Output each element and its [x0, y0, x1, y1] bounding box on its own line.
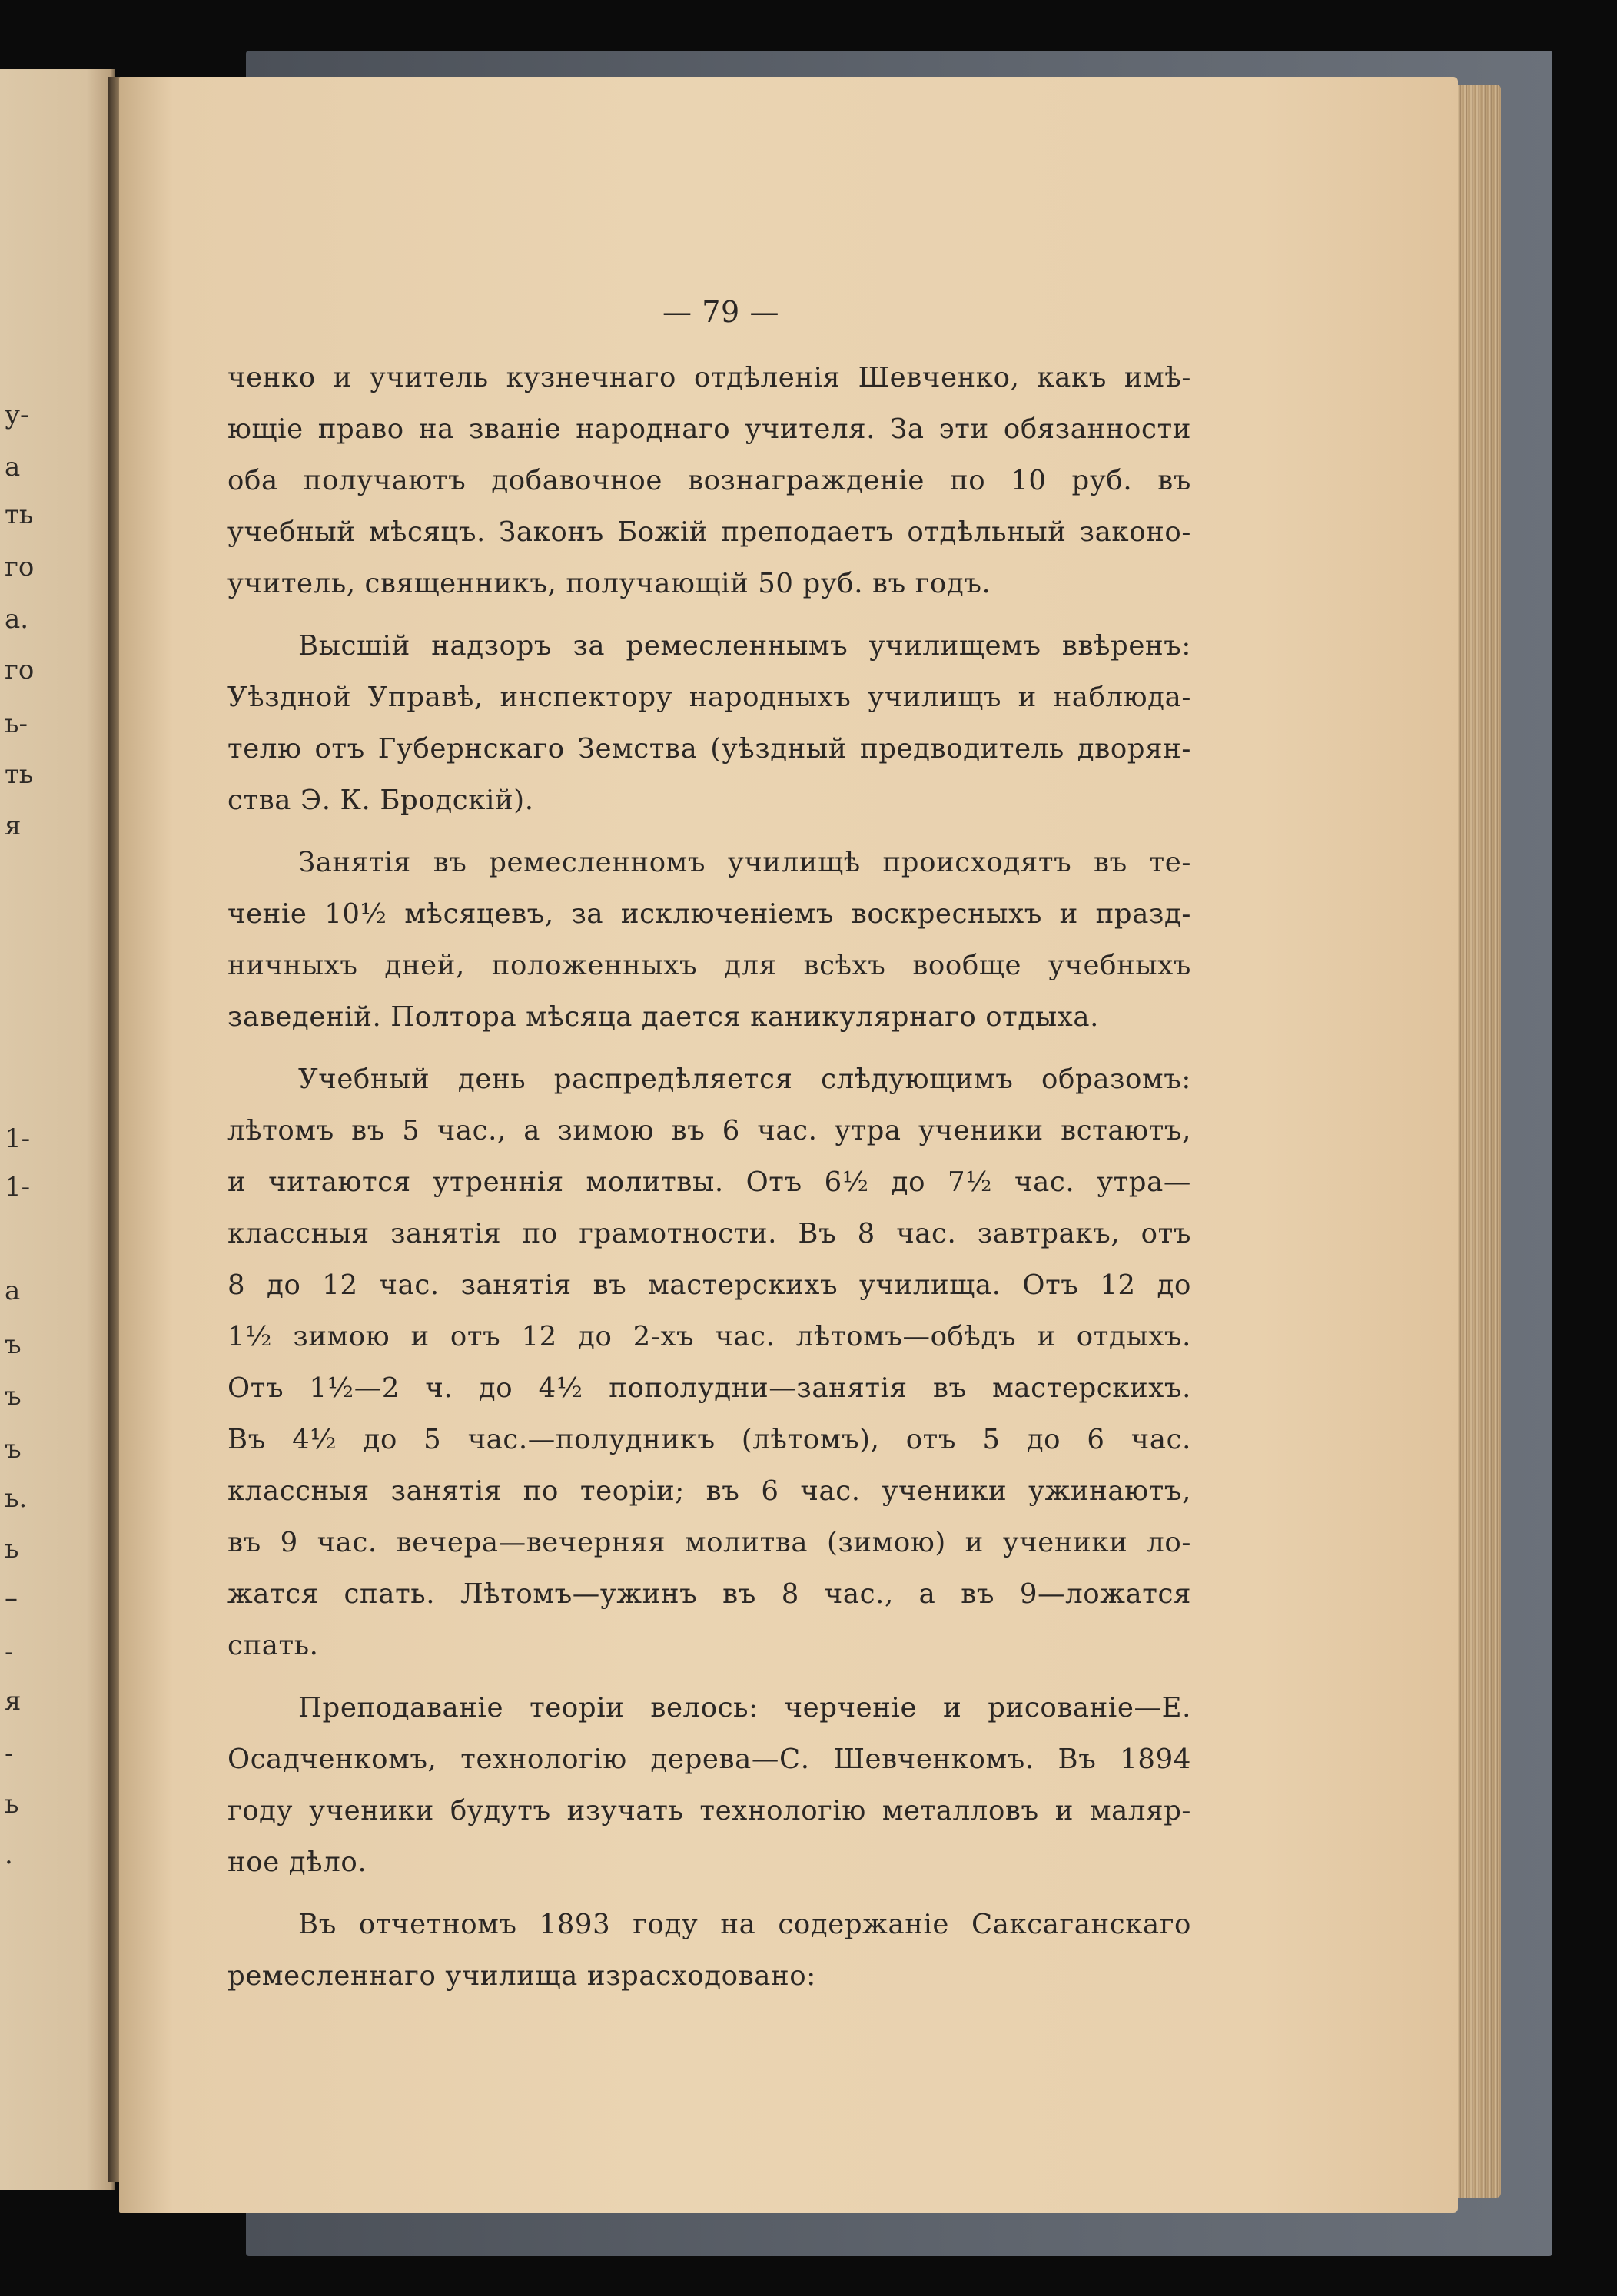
text-line: заведеній. Полтора мѣсяца дается каникулярнаго отдыха. — [227, 1001, 1100, 1033]
left-margin-fragment: ть — [5, 499, 34, 530]
text-line: въ 9 час. вечера—вечерняя молитва (зимою) и ученики ло- — [227, 1527, 1191, 1558]
left-margin-fragment: а — [5, 452, 21, 483]
page-text — [227, 277, 1191, 2012]
text-line: спать. — [227, 1630, 319, 1661]
paragraph — [227, 1682, 1191, 1888]
left-margin-fragment: а. — [5, 604, 29, 635]
paragraph — [227, 620, 1191, 826]
paragraph — [227, 1899, 1191, 2002]
left-margin-fragment: ь — [5, 1789, 19, 1820]
text-line: Занятія въ ремесленномъ училищѣ происходятъ въ те- — [298, 847, 1191, 878]
paragraph — [227, 352, 1191, 609]
left-margin-fragment: а — [5, 1276, 21, 1306]
left-margin-fragment: я — [5, 1686, 22, 1717]
text-line: Преподаваніе теоріи велось: черченіе и рисованіе—Е. — [298, 1692, 1191, 1724]
paragraphs — [227, 352, 1191, 2002]
left-margin-fragment: ь — [5, 1534, 19, 1564]
left-margin-fragment: го — [5, 655, 35, 685]
text-line: ченіе 10½ мѣсяцевъ, за исключеніемъ воскресныхъ и празд- — [227, 898, 1191, 930]
left-margin-fragment: ь- — [5, 708, 28, 739]
text-line: учитель, священникъ, получающій 50 руб. въ годъ. — [227, 568, 991, 599]
text-line: Уѣздной Управѣ, инспектору народныхъ училищъ и наблюда- — [227, 682, 1191, 713]
left-margin-fragment: – — [5, 1583, 18, 1614]
text-line: оба получаютъ добавочное вознагражденіе по 10 руб. въ — [227, 465, 1191, 496]
text-line: Въ 4½ до 5 час.—полудникъ (лѣтомъ), отъ 5 до 6 час. — [227, 1424, 1191, 1455]
text-line: Осадченкомъ, технологію дерева—С. Шевченкомъ. Въ 1894 — [227, 1744, 1191, 1775]
left-margin-fragment: ъ — [5, 1329, 22, 1360]
left-margin-fragment: ъ — [5, 1381, 22, 1412]
text-line: классныя занятія по теоріи; въ 6 час. ученики ужинаютъ, — [227, 1475, 1191, 1507]
left-margin-fragment: . — [5, 1840, 13, 1870]
text-line: телю отъ Губернскаго Земства (уѣздный предводитель дворян- — [227, 733, 1191, 765]
page-number: — 79 — — [662, 295, 780, 329]
left-margin-fragment: - — [5, 1738, 14, 1769]
left-margin-fragment: я — [5, 811, 22, 841]
left-margin-fragment: го — [5, 552, 35, 582]
text-line: Отъ 1½—2 ч. до 4½ пополудни—занятія въ мастерскихъ. — [227, 1372, 1191, 1404]
left-margin-fragment: 1- — [5, 1172, 31, 1203]
text-line: ства Э. К. Бродскій). — [227, 785, 534, 816]
text-line: ющіе право на званіе народнаго учителя. За эти обязанности — [227, 413, 1191, 445]
left-margin-fragment: у- — [5, 400, 29, 430]
left-page-text-fragments — [0, 0, 108, 2296]
text-line: году ученики будутъ изучать технологію металловъ и маляр- — [227, 1795, 1191, 1827]
text-line: лѣтомъ въ 5 час., а зимою въ 6 час. утра ученики встаютъ, — [227, 1115, 1191, 1146]
text-line: ремесленнаго училища израсходовано: — [227, 1960, 816, 1992]
paragraph — [227, 1053, 1191, 1671]
text-line: жатся спать. Лѣтомъ—ужинъ въ 8 час., а въ 9—ложатся — [227, 1578, 1191, 1610]
text-line: Въ отчетномъ 1893 году на содержаніе Саксаганскаго — [298, 1909, 1191, 1940]
left-margin-fragment: ъ — [5, 1434, 22, 1465]
paragraph — [227, 837, 1191, 1043]
text-line: ничныхъ дней, положенныхъ для всѣхъ вообще учебныхъ — [227, 950, 1191, 981]
left-margin-fragment: ь. — [5, 1483, 28, 1514]
page-edges — [1455, 85, 1501, 2198]
text-line: ченко и учитель кузнечнаго отдѣленія Шевченко, какъ имѣ- — [227, 362, 1191, 393]
text-line: и читаются утреннія молитвы. Отъ 6½ до 7½ час. утра— — [227, 1166, 1191, 1198]
left-margin-fragment: ть — [5, 759, 34, 790]
text-line: учебный мѣсяцъ. Законъ Божій преподаетъ отдѣльный законо- — [227, 516, 1191, 548]
text-line: Учебный день распредѣляется слѣдующимъ образомъ: — [298, 1063, 1191, 1095]
left-margin-fragment: 1- — [5, 1123, 31, 1154]
text-line: классныя занятія по грамотности. Въ 8 час. завтракъ, отъ — [227, 1218, 1191, 1249]
text-line: Высшій надзоръ за ремесленнымъ училищемъ ввѣренъ: — [298, 630, 1191, 662]
text-line: 8 до 12 час. занятія въ мастерскихъ училища. Отъ 12 до — [227, 1269, 1191, 1301]
left-margin-fragment: - — [5, 1637, 14, 1667]
text-line: ное дѣло. — [227, 1846, 367, 1878]
text-line: 1½ зимою и отъ 12 до 2-хъ час. лѣтомъ—обѣдъ и отдыхъ. — [227, 1321, 1191, 1352]
